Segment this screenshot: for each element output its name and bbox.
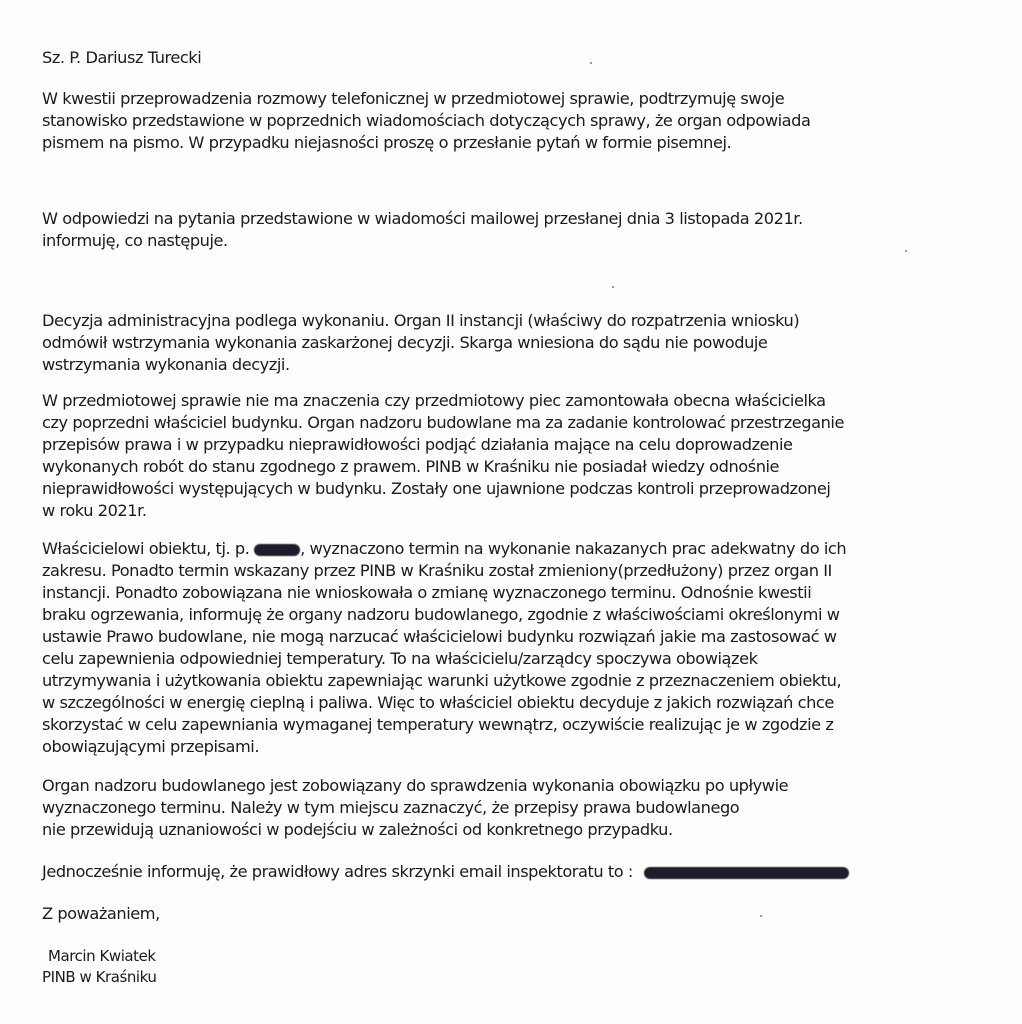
paragraph-7-text: Jednocześnie informuję, że prawidłowy adres skrzynki email inspektoratu to : (42, 862, 633, 881)
paragraph-4-line-2: czy poprzedni właściciel budynku. Organ nadzoru budowlane ma za zadanie kontrolować przestrzeganie (42, 413, 844, 432)
scan-speck (760, 915, 762, 917)
paragraph-2-line-2: informuję, co następuje. (42, 231, 228, 250)
paragraph-5-line-1 (42, 538, 846, 560)
paragraph-7 (42, 861, 849, 883)
paragraph-6-line-3: nie przewidują uznaniowości w podejściu w zależności od konkretnego przypadku. (42, 820, 673, 839)
closing: Z poważaniem, (42, 904, 160, 923)
signer-name: Marcin Kwiatek (48, 947, 156, 965)
scan-speck (612, 286, 614, 288)
paragraph-5-line-6: celu zapewnienia odpowiedniej temperatury. To na właścicielu/zarządcy spoczywa obowiązek (42, 649, 758, 668)
paragraph-4-line-5: nieprawidłowości występujących w budynku. Zostały one ujawnione podczas kontroli przeprowadzonej (42, 479, 831, 498)
signer-office: PINB w Kraśniku (42, 968, 157, 986)
paragraph-1-line-2: stanowisko przedstawione w poprzednich wiadomościach dotyczących sprawy, że organ odpowiada (42, 111, 811, 130)
paragraph-5-line-4: braku ogrzewania, informuję że organy nadzoru budowlanego, zgodnie z właściwościami określonymi w (42, 605, 840, 624)
paragraph-3-line-1: Decyzja administracyjna podlega wykonaniu. Organ II instancji (właściwy do rozpatrzenia wniosku) (42, 311, 800, 330)
paragraph-4-line-4: wykonanych robót do stanu zgodnego z prawem. PINB w Kraśniku nie posiadał wiedzy odnośnie (42, 457, 780, 476)
salutation: Sz. P. Dariusz Turecki (42, 48, 202, 67)
redacted-name (254, 544, 300, 556)
paragraph-5-line-9: skorzystać w celu zapewniania wymaganej temperatury wewnątrz, oczywiście realizując je w zgodzie z (42, 715, 834, 734)
scan-speck (905, 250, 907, 252)
paragraph-5-line-3: instancji. Ponadto zobowiązana nie wnioskowała o zmianę wyznaczonego terminu. Odnośnie kwestii (42, 583, 812, 602)
paragraph-6-line-2: wyznaczonego terminu. Należy w tym miejscu zaznaczyć, że przepisy prawa budowlanego (42, 798, 740, 817)
paragraph-5-line-5: ustawie Prawo budowlane, nie mogą narzucać właścicielowi budynku rozwiązań jakie ma zastosować w (42, 627, 837, 646)
paragraph-5-line-10: obowiązującymi przepisami. (42, 737, 260, 756)
paragraph-5-line-7: utrzymywania i użytkowania obiektu zapewniając warunki użytkowe zgodnie z przeznaczeniem obiektu, (42, 671, 842, 690)
paragraph-4-line-6: w roku 2021r. (42, 501, 147, 520)
redacted-email (644, 867, 849, 879)
paragraph-2-line-1: W odpowiedzi na pytania przedstawione w wiadomości mailowej przesłanej dnia 3 listopada 2021r. (42, 209, 803, 228)
paragraph-4-line-3: przepisów prawa i w przypadku nieprawidłowości podjąć działania mające na celu doprowadzenie (42, 435, 793, 454)
paragraph-3-line-3: wstrzymania wykonania decyzji. (42, 355, 290, 374)
paragraph-5-line-1-start: Właścicielowi obiektu, tj. p. (42, 539, 250, 558)
paragraph-5-line-2: zakresu. Ponadto termin wskazany przez PINB w Kraśniku został zmieniony(przedłużony) przez organ II (42, 561, 832, 580)
paragraph-5-line-8: w szczególności w energię cieplną i paliwa. Więc to właściciel obiektu decyduje z jakich rozwiązań chce (42, 693, 834, 712)
paragraph-5-line-1-end: , wyznaczono termin na wykonanie nakazanych prac adekwatny do ich (300, 539, 847, 558)
paragraph-3-line-2: odmówił wstrzymania wykonania zaskarżonej decyzji. Skarga wniesiona do sądu nie powoduje (42, 333, 768, 352)
paragraph-1-line-1: W kwestii przeprowadzenia rozmowy telefonicznej w przedmiotowej sprawie, podtrzymuję swoje (42, 89, 785, 108)
scan-speck (590, 62, 592, 64)
paragraph-1-line-3: pismem na pismo. W przypadku niejasności proszę o przesłanie pytań w formie pisemnej. (42, 133, 732, 152)
paragraph-4-line-1: W przedmiotowej sprawie nie ma znaczenia czy przedmiotowy piec zamontowała obecna właścicielka (42, 391, 826, 410)
paragraph-6-line-1: Organ nadzoru budowlanego jest zobowiązany do sprawdzenia wykonania obowiązku po upływie (42, 776, 789, 795)
